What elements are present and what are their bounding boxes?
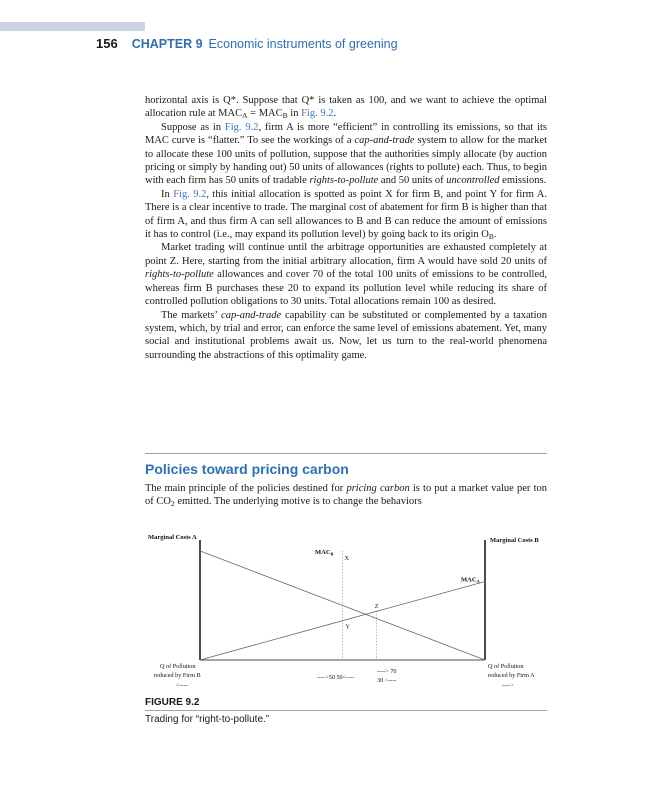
top-color-band — [0, 22, 145, 31]
chapter-label: CHAPTER 9 — [131, 37, 203, 51]
text-run: system to allow for the market to allocate these 100 units of pollution, suppose that the authorities simply allocate (by auction pricing or simply by handing out) 50 units of allowances (rights to pollute) each. Thus, to begin with each firm has 50 units of tradable — [145, 135, 547, 187]
tick-label-50: ---->50 50<---- — [317, 674, 355, 681]
subscript: B — [282, 111, 288, 121]
text-run: , this initial allocation is spotted as point X for firm B, and point Y for firm A. There is a clear incentive to trade. The marginal cost of abatement for firm B is higher than that of firm A, and thus firm A can sell allowances to B and B can reduce the amount of emissions it has to control (i.e., may expand its pollution level) by going back to its origin O — [145, 188, 548, 241]
emphasis: rights-to-pollute — [145, 269, 214, 281]
text-run: In — [161, 188, 174, 200]
running-header — [96, 36, 398, 52]
bottom-left-label-line2: reduced by Firm B — [154, 672, 201, 679]
text-run: The markets’ — [161, 309, 222, 321]
figure-9-2-chart — [140, 530, 550, 692]
paragraph-4 — [145, 241, 547, 308]
emphasis: pricing carbon — [346, 483, 410, 494]
emphasis: rights-to-pollute — [309, 175, 379, 187]
text-run: . — [333, 108, 337, 120]
tick-label-70: ----> 70 — [377, 668, 397, 675]
subscript: 2 — [170, 499, 175, 509]
figure-link[interactable]: Fig. 9.2 — [301, 108, 334, 120]
page-number: 156 — [96, 36, 118, 51]
section-divider — [145, 453, 547, 454]
section-heading: Policies toward pricing carbon — [145, 461, 349, 477]
text-run: Market trading will continue until the arbitrage opportunities are exhausted completely at point Z. Here, starting from the initial arbitrary allocation, firm A would have sold 20 units of — [145, 242, 547, 267]
point-label-z: Z — [374, 602, 379, 610]
point-label-x: X — [344, 554, 349, 562]
text-run: emitted. The underlying motive is to change the behaviors — [174, 496, 422, 508]
subscript: A — [242, 111, 248, 121]
section-paragraph-1 — [145, 482, 547, 509]
text-run: is to put a market value per ton of CO — [145, 483, 548, 508]
tick-label-30: 30 <---- — [377, 677, 397, 684]
text-run: allowances and cover 70 of the total 100 units of emissions to be controlled, whereas firm B purchases these 20 to expand its pollution level while reducing its share of controlled pollution obligations to 30 units. Total allocations remain 100 as desired. — [145, 269, 547, 308]
text-run: capability can be substituted or complemented by a taxation system, which, by trial and error, can enforce the same level of emissions abatement. Yet, many social and institutional problems await us. Now, let us turn to the real-world phenomena surrounding the abstractions of this optimality game. — [145, 309, 547, 361]
right-axis-label: Marginal Costs B — [490, 537, 539, 544]
text-run: , firm A is more “efficient” in controlling its emissions, so that its MAC curve is “flatter.” To see the workings of a — [145, 121, 548, 147]
paragraph-3 — [145, 188, 547, 242]
point-label-y: Y — [345, 623, 350, 631]
paragraph-5 — [145, 309, 547, 363]
chapter-title: Economic instruments of greening — [208, 37, 398, 51]
figure-link[interactable]: Fig. 9.2 — [224, 121, 259, 133]
bottom-left-label-line1: Q of Pollution — [160, 663, 196, 670]
text-run: and 50 units of — [378, 175, 447, 187]
text-run: in — [287, 108, 302, 120]
paragraph-2 — [145, 121, 547, 188]
subscript: B — [488, 232, 494, 242]
bottom-right-label-line2: reduced by Firm A — [488, 672, 535, 679]
figure-link[interactable]: Fig. 9.2 — [173, 188, 207, 200]
emphasis: cap-and-trade — [221, 309, 282, 321]
figure-caption: Trading for “right-to-pollute.” — [145, 714, 270, 725]
emphasis: cap-and-trade — [354, 135, 415, 147]
text-run: . — [493, 229, 497, 241]
maca-label: $MAC_A$ — [461, 576, 480, 584]
macb-label: $MAC_B$ — [315, 548, 334, 557]
paragraph-1 — [145, 94, 547, 121]
text-run: Suppose as in — [161, 121, 225, 133]
bottom-right-label-line1: Q of Pollution — [488, 663, 524, 670]
emphasis: uncontrolled — [446, 175, 500, 187]
section-body-text — [145, 482, 547, 509]
main-body-text — [145, 94, 547, 362]
text-run: horizontal axis is Q*. Suppose that Q* is taken as 100, and we want to achieve the optimal allocation rule at MAC — [145, 95, 547, 120]
figure-label: FIGURE 9.2 — [145, 697, 200, 708]
text-run: emissions. — [499, 175, 547, 187]
bottom-right-arrow: ----> — [502, 682, 514, 689]
text-run: = MAC — [247, 108, 283, 120]
figure-caption-rule — [145, 710, 547, 711]
text-run: The main principle of the policies destined for — [145, 483, 347, 494]
left-axis-label: Marginal Costs A — [148, 534, 197, 541]
bottom-left-arrow: <---- — [176, 682, 188, 689]
